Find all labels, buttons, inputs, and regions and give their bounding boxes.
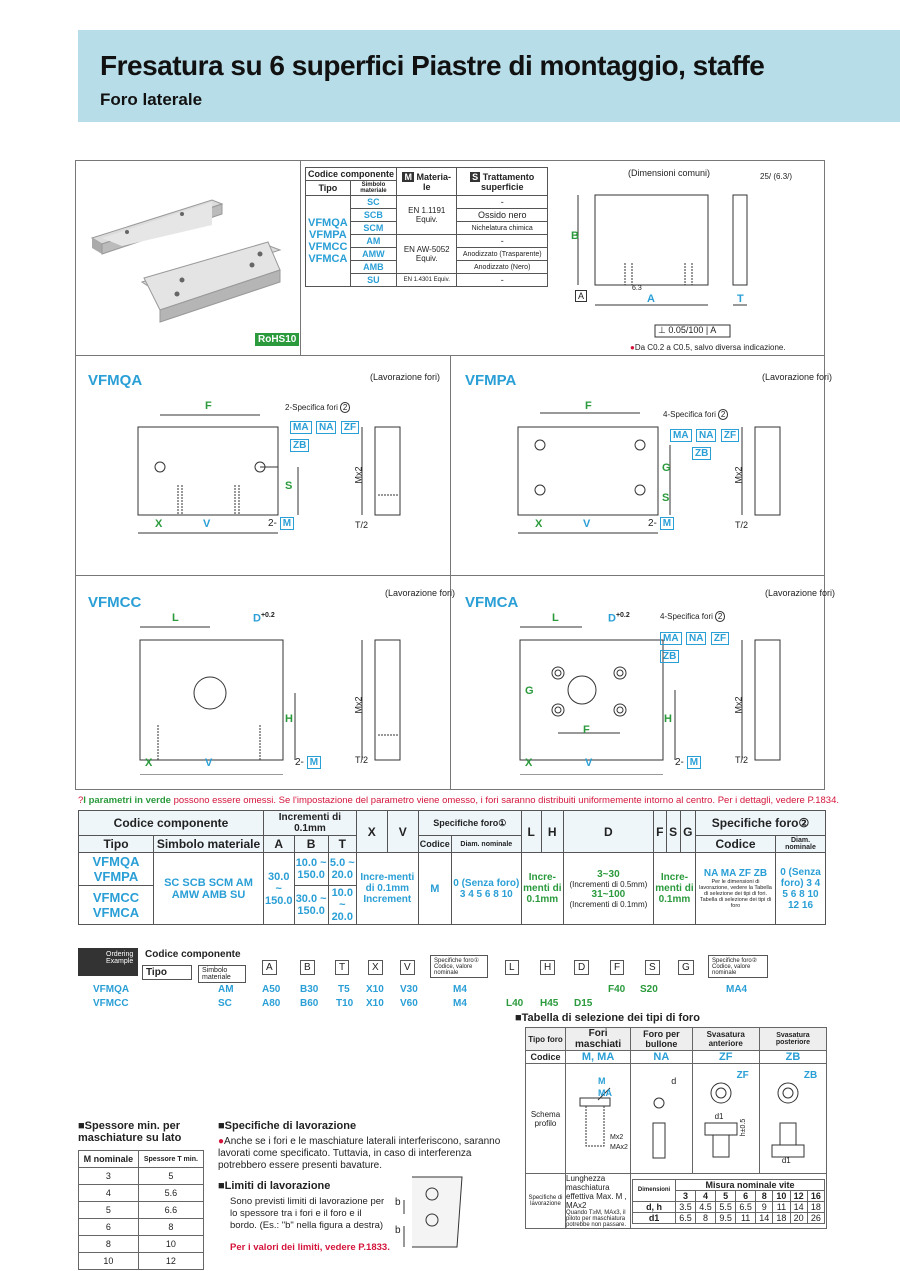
- order-l: L: [505, 960, 519, 975]
- vfmca-g: G: [525, 685, 534, 697]
- spessore-table: M nominale Spessore T min. 3 5 4 5.6 5 6.6 6 8 8 10 10 12: [78, 1150, 204, 1270]
- vfmqa-f: F: [205, 400, 212, 412]
- specifiche-text: ●Anche se i fori e le maschiature laterali interferiscono, saranno lavorati come specificato. Tuttavia, in caso di interferenza potrebbero essere presenti bavature.: [218, 1136, 501, 1171]
- limiti-drawing: [392, 1172, 472, 1252]
- hole-table-title: ■Tabella di selezione dei tipi di foro: [515, 1012, 700, 1024]
- order-b: B: [300, 960, 315, 975]
- vfmcc-d: $D^{+0.2}$: [253, 612, 275, 625]
- vfmqa-mx2: Mx2: [353, 466, 364, 484]
- common-dims-title: (Dimensioni comuni): [628, 168, 711, 178]
- dim-label-a: A: [647, 293, 655, 305]
- vfmcc-l: L: [172, 612, 179, 624]
- datum-a: A: [575, 290, 587, 302]
- product-photo: [82, 170, 297, 350]
- vfmca-spec: 4-Specifica fori 2: [660, 612, 725, 621]
- dim-label-b: B: [571, 230, 579, 242]
- vfmcc-lav: (Lavorazione fori): [385, 588, 456, 598]
- vfmpa-g: G: [662, 462, 671, 474]
- vfmpa-m: 2- M: [648, 518, 674, 529]
- vfmca-title: VFMCA: [465, 594, 519, 611]
- vfmpa-lav: (Lavorazione fori): [762, 372, 833, 382]
- material-badge: M: [404, 171, 412, 182]
- vfmca-mx2: Mx2: [733, 696, 744, 714]
- page-subtitle: Foro laterale: [100, 90, 203, 109]
- vfmqa-title: VFMQA: [88, 372, 143, 389]
- page-title: Fresatura su 6 superfici Piastre di montaggio, staffe: [100, 50, 765, 81]
- limiti-b1: b: [395, 1197, 401, 1208]
- order-a: A: [262, 960, 277, 975]
- order-d: D: [574, 960, 589, 975]
- vfmca-h: H: [664, 713, 672, 725]
- vfmca-x: X: [525, 757, 533, 769]
- page-ref-link: P.1834.: [807, 795, 840, 806]
- spec-table: Codice componente Incrementi di 0.1mm X V Specifiche foro① L H D F S G Specifiche foro② Tipo Simbolo materiale A B T Codice Diam. nominale Codice Diam. nominale VFMQA VFMPA SC SCB SCM AM AMW AMB SU 30.0 ~ 150.0 10.0 ~ 150.0 5.0 ~ 20.0 Incre-menti di 0.1mm Increment M 0 (Senza foro) 3 4 5 6 8 10 Incre-menti di 0.1mm 3~30 (Incrementi di 0.5mm) 31~100 (Incrementi di 0.1mm) Incre-menti di 0.1mm NA MA ZF ZB Per le dimensioni di lavorazione, vedere la Tabella di selezione dei tipi di fori. Tabella di selezione dei tipi di foro 0 (Senza foro) 3 4 5 6 8 10 12 16 VFMCC VFMCA 30.0 ~ 150.0 10.0 ~ 20.0: [78, 810, 826, 925]
- vfmpa-badges: MA NA ZF ZB: [670, 425, 739, 461]
- spessore-title: ■Spessore min. per maschiature su lato: [78, 1120, 182, 1144]
- limiti-title: ■Limiti di lavorazione: [218, 1180, 331, 1192]
- order-x: X: [368, 960, 383, 975]
- vfmqa-badges: MA NA ZF ZB: [290, 417, 359, 453]
- vfmca-f: F: [583, 724, 590, 736]
- vfmcc-drawing: [120, 615, 420, 775]
- order-code-header: Codice componente: [142, 948, 244, 961]
- order-type-box: Tipo: [142, 965, 192, 980]
- vfmpa-t2: T/2: [735, 520, 749, 530]
- vfmcc-t2: T/2: [355, 755, 369, 765]
- limiti-b2: b: [395, 1225, 401, 1236]
- vfmqa-m: 2- M: [268, 518, 294, 529]
- order-t: T: [335, 960, 349, 975]
- vfmcc-h: H: [285, 713, 293, 725]
- vfmqa-lav: (Lavorazione fori): [370, 372, 441, 382]
- vfmcc-m: 2- M: [295, 757, 321, 768]
- vfmqa-t2: T/2: [355, 520, 369, 530]
- order-f: F: [610, 960, 624, 975]
- order-g: G: [678, 960, 694, 975]
- vfmpa-f: F: [585, 400, 592, 412]
- vfmpa-v: V: [583, 518, 591, 530]
- vfmca-v: V: [585, 757, 593, 769]
- order-spec1: Specifiche foro① Codice, valore nominale: [430, 955, 488, 978]
- material-table: Codice componente M Materia-le S Trattamento superficie Tipo Simbolo materiale VFMQA VFMPA VFMCC VFMCA SC EN 1.1191 Equiv. - SCB Ossido nero SCM Nichelatura chimica AM EN AW-5052 Equiv. - AMW Anodizzato (Trasparente) AMB Anodizzato (Nero) SU EN 1.4301 Equiv. -: [305, 167, 548, 287]
- vfmcc-title: VFMCC: [88, 594, 142, 611]
- ordering-icon: Ordering Example: [78, 948, 138, 976]
- order-v: V: [400, 960, 415, 975]
- treatment-badge: S: [472, 171, 479, 182]
- vfmca-lav: (Lavorazione fori): [765, 588, 836, 598]
- vfmpa-title: VFMPA: [465, 372, 517, 389]
- vfmcc-mx2: Mx2: [353, 696, 364, 714]
- dim-label-t: T: [737, 293, 744, 305]
- rohs-badge: RoHS10: [255, 333, 299, 346]
- order-h: H: [540, 960, 555, 975]
- vfmca-badges: MA NA ZF ZB: [660, 628, 729, 664]
- common-dims-drawing: [570, 185, 800, 345]
- vfmpa-s: S: [662, 492, 670, 504]
- page-header: [78, 30, 900, 122]
- vfmca-l: L: [552, 612, 559, 624]
- roughness-symbol: 25/ (6.3/): [760, 172, 793, 181]
- tolerance-box: ⊥ 0.05/100 | A: [658, 325, 717, 335]
- order-s: S: [645, 960, 660, 975]
- order-spec2: Specifiche foro② Codice, valore nominale: [708, 955, 768, 978]
- vfmca-t2: T/2: [735, 755, 749, 765]
- vfmca-drawing: [500, 615, 800, 775]
- roughness-63: 6.3: [632, 285, 642, 292]
- vfmpa-x: X: [535, 518, 543, 530]
- specifiche-title: ■Specifiche di lavorazione: [218, 1120, 357, 1132]
- hole-type-table: Tipo foro Fori maschiati Foro per bullone Svasatura anteriore Svasatura posteriore Codice M, MA NA ZF ZB Schema profilo M MA Mx2 MAx2 d ZF d1 h±0.5 ZB d1 Specifiche di lavorazione Lunghezza maschiatura effettiva Max. M , MAx2 Quando T≥M, MAx3, il piloto per maschiatura potrebbe non passare. Dimensioni Misura nominale vite 3 4 5 6 8 10 12 16 d, h 3.5 4.5 5.5 6.5 9 11 14 18 d1 6.5 8 9.5 11 14 18 20 26: [525, 1027, 827, 1229]
- limiti-text: Sono previsti limiti di lavorazione per lo spessore tra i fori e il foro e il bordo. (Es.: "b" nella figura a destra): [230, 1196, 385, 1231]
- vfmpa-mx2: Mx2: [733, 466, 744, 484]
- green-params-note: ?I parametri in verde possono essere omessi. Se l'impostazione del parametro viene omesso, i fori saranno distribuiti uniformemente intorno al centro. Per i dettagli, vedere P.1834.: [78, 795, 840, 806]
- vfmqa-spec: 2-Specifica fori 2: [285, 403, 350, 412]
- vfmqa-x: X: [155, 518, 163, 530]
- vfmca-d: $D^{+0.2}$: [608, 612, 630, 625]
- vfmpa-spec: 4-Specifica fori 2: [663, 410, 728, 419]
- vfmca-m: 2- M: [675, 757, 701, 768]
- vfmqa-v: V: [203, 518, 211, 530]
- limiti-ref: Per i valori dei limiti, vedere P.1833.: [230, 1242, 390, 1253]
- vfmcc-x: X: [145, 757, 153, 769]
- vfmcc-v: V: [205, 757, 213, 769]
- vfmqa-s: S: [285, 480, 293, 492]
- chamfer-note: ●Da C0.2 a C0.5, salvo diversa indicazione.: [630, 343, 786, 352]
- order-sym-box: Simbolo materiale: [198, 965, 246, 983]
